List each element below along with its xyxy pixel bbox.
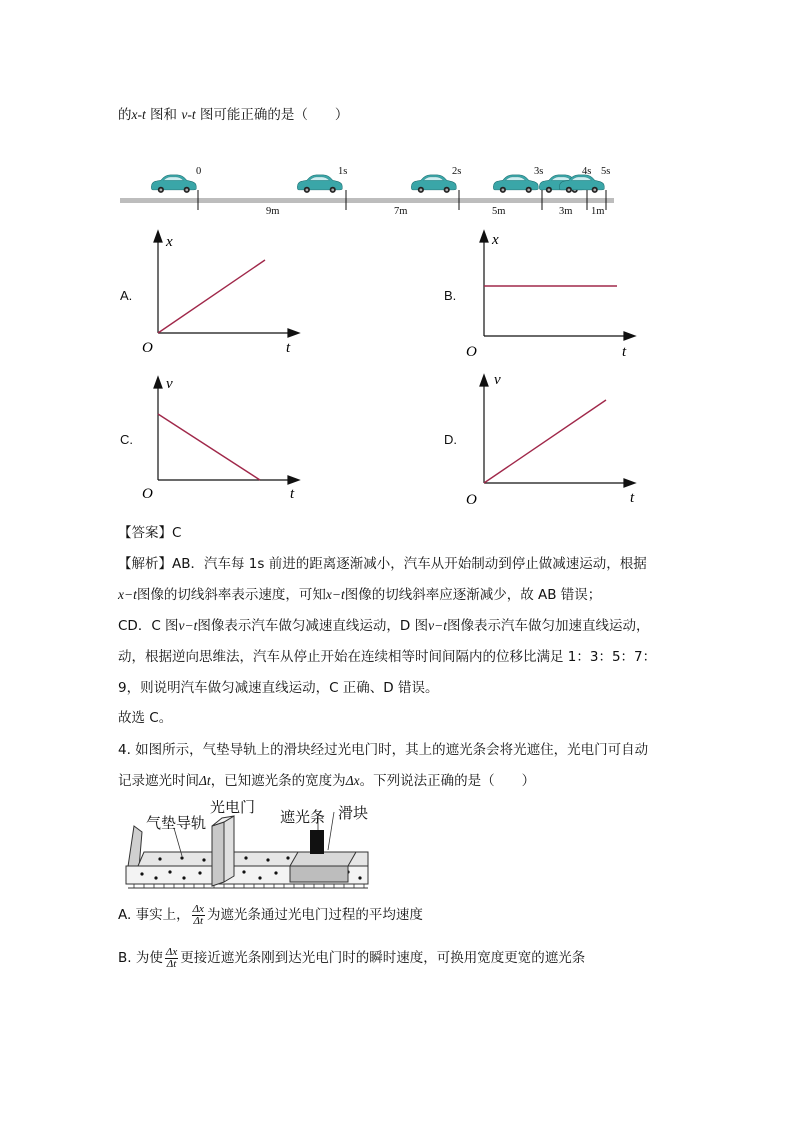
origin-label: O <box>142 340 153 356</box>
fraction-dx-dt <box>192 904 205 927</box>
car-icon <box>151 175 196 193</box>
math-vt: v−t <box>178 618 198 633</box>
q4-line-1: 4. 如图所示，气垫导轨上的滑块经过光电门时，其上的遮光条会将光遮住，光电门可自动 <box>118 742 649 758</box>
math-vt: v−t <box>428 618 447 633</box>
origin-label: O <box>142 486 153 502</box>
answer-tag: 【答案】 <box>118 525 172 541</box>
math-xt: x−t <box>118 587 137 602</box>
analysis-text: 图像的切线斜率应逐渐减少，故 AB 错误； <box>344 587 602 603</box>
y-axis-label: v <box>494 372 501 388</box>
math-xt: x−t <box>325 587 345 602</box>
time-label: 4s <box>582 166 592 177</box>
slider-label: 滑块 <box>338 806 369 822</box>
y-axis-label: v <box>166 376 173 392</box>
graph-c[interactable] <box>140 370 310 502</box>
option-d-label[interactable]: D. <box>444 432 457 447</box>
photogate-label: 光电门 <box>210 800 256 816</box>
q4-text: ，已知遮光条的宽度为 <box>210 773 346 789</box>
analysis-text: CD．C 图 <box>118 618 179 634</box>
q4-line-2 <box>118 769 535 789</box>
slider <box>290 830 356 882</box>
frac-den: Δt <box>166 957 177 970</box>
origin-label: O <box>466 344 477 360</box>
y-axis-label: x <box>492 232 499 248</box>
q4-option-b-text: B. 为使 <box>118 950 163 966</box>
analysis-line-4: 动，根据逆向思维法，汽车从停止开始在连续相等时间间隔内的位移比满足 1：3：5：7： <box>118 649 657 665</box>
answer-value: C <box>172 525 182 541</box>
strip-label: 遮光条 <box>280 810 326 826</box>
stem-text-2: 图和 <box>145 107 182 123</box>
road-figure <box>118 158 618 220</box>
distance-label: 7m <box>394 206 408 217</box>
graph-line <box>484 400 606 483</box>
y-axis-label: x <box>166 234 173 250</box>
q4-text: 。下列说法正确的是（ ） <box>359 773 536 789</box>
stem-text-1: 的 <box>118 107 132 123</box>
frac-num: Δx <box>165 945 178 958</box>
car-icon <box>411 175 456 193</box>
option-a-label[interactable]: A. <box>120 288 133 303</box>
question-stem-tail <box>118 103 348 123</box>
stem-xt: x-t <box>131 107 146 122</box>
math-dx: Δx <box>345 773 360 788</box>
car-icon <box>297 175 342 193</box>
graph-b[interactable] <box>464 228 644 363</box>
analysis-text: 图像表示汽车做匀减速直线运动，D 图 <box>197 618 429 634</box>
time-label: 2s <box>452 166 462 177</box>
x-axis-label: t <box>622 344 627 360</box>
q4-option-b[interactable] <box>118 946 585 970</box>
time-label: 3s <box>534 166 544 177</box>
graph-line <box>158 260 265 333</box>
q4-option-a[interactable] <box>118 903 423 927</box>
option-b-label[interactable]: B. <box>444 288 457 303</box>
distance-label: 1m <box>591 206 605 217</box>
q4-text: 记录遮光时间 <box>118 773 199 789</box>
q4-option-b-text: 更接近遮光条刚到达光电门时的瞬时速度，可换用宽度更宽的遮光条 <box>180 950 586 966</box>
graph-a[interactable] <box>140 228 310 358</box>
fraction-dx-dt <box>165 947 178 970</box>
graph-d[interactable] <box>464 368 644 506</box>
stem-vt: v-t <box>181 107 196 122</box>
time-label: 0 <box>196 166 202 177</box>
analysis-line-6: 故选 C。 <box>118 710 173 726</box>
frac-den: Δt <box>193 914 204 927</box>
shading-strip <box>310 830 324 854</box>
photogate <box>212 816 234 886</box>
time-label: 5s <box>601 166 611 177</box>
analysis-text: 图像的切线斜率表示速度，可知 <box>136 587 326 603</box>
rail-label: 气垫导轨 <box>146 816 207 832</box>
x-axis-label: t <box>290 486 295 502</box>
analysis-tag: 【解析】 <box>118 556 172 572</box>
option-c-label[interactable]: C. <box>120 432 133 447</box>
road <box>120 198 614 203</box>
distance-label: 5m <box>492 206 506 217</box>
graph-line <box>158 414 260 480</box>
analysis-line-5: 9，则说明汽车做匀减速直线运动，C 正确、D 错误。 <box>118 680 439 696</box>
analysis-line-1 <box>118 552 647 572</box>
x-axis-label: t <box>630 490 635 506</box>
analysis-line-3 <box>118 614 649 634</box>
car-icon <box>493 175 538 193</box>
stem-text-3: 图可能正确的是（ ） <box>195 107 349 123</box>
analysis-line-2 <box>118 583 601 603</box>
math-dt: Δt <box>199 773 211 788</box>
q4-option-a-text: A. 事实上， <box>118 907 190 923</box>
air-track-figure <box>120 800 380 896</box>
time-label: 1s <box>338 166 348 177</box>
x-axis-label: t <box>286 340 291 356</box>
distance-label: 3m <box>559 206 573 217</box>
analysis-text: 图像表示汽车做匀加速直线运动， <box>446 618 650 634</box>
q4-option-a-text: 为遮光条通过光电门过程的平均速度 <box>206 907 423 923</box>
origin-label: O <box>466 492 477 506</box>
frac-num: Δx <box>192 902 204 915</box>
analysis-text: AB．汽车每 1s 前进的距离逐渐减小，汽车从开始制动到停止做减速运动，根据 <box>172 556 647 572</box>
answer-line <box>118 521 181 541</box>
distance-label: 9m <box>266 206 280 217</box>
